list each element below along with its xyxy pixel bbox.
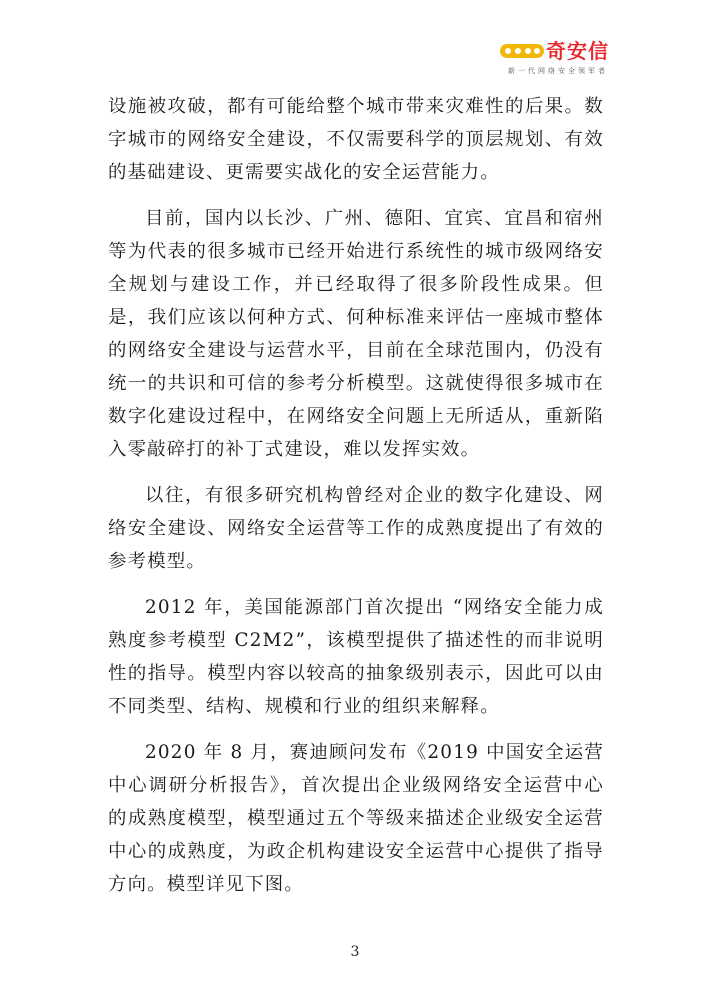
logo-mark-icon <box>500 40 544 62</box>
page-number: 3 <box>350 944 360 960</box>
logo-slogan: 新一代网络安全领军者 <box>508 67 608 75</box>
paragraph: 目前，国内以长沙、广州、德阳、宜宾、宜昌和宿州等为代表的很多城市已经开始进行系统性的城市级网络安全规划与建设工作，并已经取得了很多阶段性成果。但是，我们应该以何种方式、何种标准来评估一座城市整体的网络安全建设与运营水平，目前在全球范围内，仍没有统一的共识和可信的参考分析模型。这就使得很多城市在数字化建设过程中，在网络安全问题上无所适从，重新陷入零敲碎打的补丁式建设，难以发挥实效。 <box>108 208 604 460</box>
body-text <box>108 90 604 914</box>
company-logo <box>500 38 640 78</box>
logo-name: 奇安信 <box>546 39 609 63</box>
paragraph: 2012 年，美国能源部门首次提出 “网络安全能力成熟度参考模型 C2M2”，该模型提供了描述性的而非说明性的指导。模型内容以较高的抽象级别表示，因此可以由不同类型、结构、规模和行业的组织来解释。 <box>108 597 604 717</box>
paragraph: 以往，有很多研究机构曾经对企业的数字化建设、网络安全建设、网络安全运营等工作的成熟度提出了有效的参考模型。 <box>108 485 604 572</box>
paragraph: 2020 年 8 月，赛迪顾问发布《2019 中国安全运营中心调研分析报告》，首次提出企业级网络安全运营中心的成熟度模型，模型通过五个等级来描述企业级安全运营中心的成熟度，为政企机构建设安全运营中心提供了指导方向。模型详见下图。 <box>108 742 604 895</box>
paragraph: 设施被攻破，都有可能给整个城市带来灾难性的后果。数字城市的网络安全建设，不仅需要科学的顶层规划、有效的基础建设、更需要实战化的安全运营能力。 <box>108 96 604 183</box>
